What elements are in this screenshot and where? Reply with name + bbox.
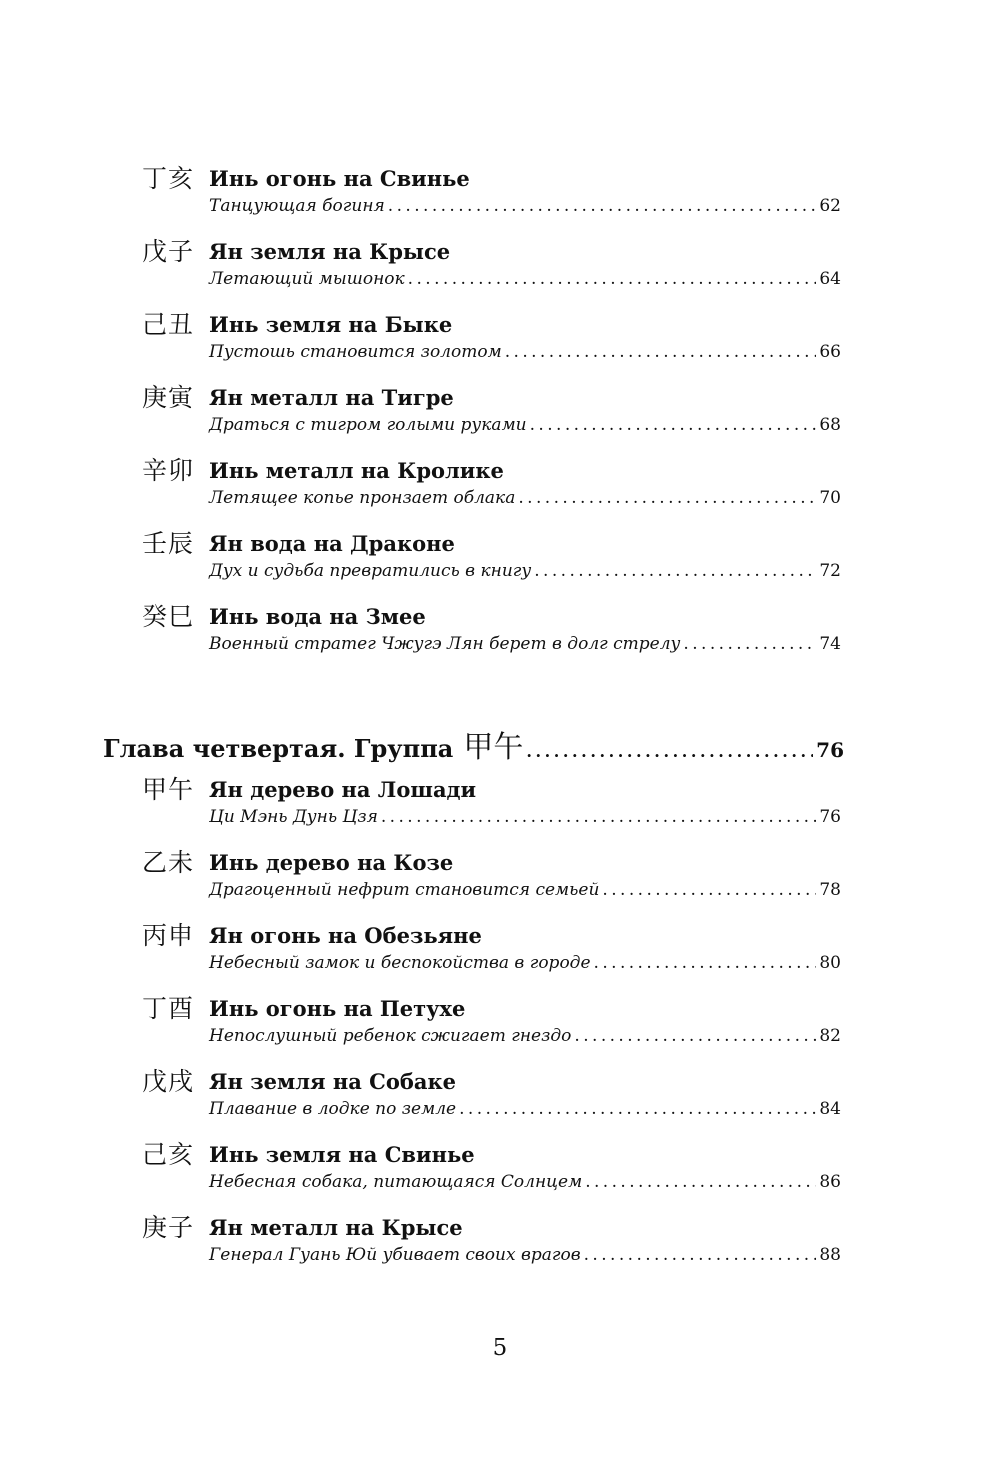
dot-leader (594, 949, 817, 977)
chapter-heading[interactable] (103, 722, 844, 765)
entry-subtitle: Летящее копье пронзает облака (209, 488, 516, 508)
entry-page-number: 88 (819, 1245, 841, 1265)
toc-entry[interactable] (0, 992, 1000, 1065)
entry-title: Инь вода на Змее (209, 604, 426, 629)
entry-subtitle-line (209, 803, 841, 831)
entry-subtitle-line (209, 192, 841, 220)
toc-entry[interactable] (0, 600, 1000, 673)
entry-subtitle: Танцующая богиня (209, 196, 385, 216)
entry-subtitle: Дух и судьба превратились в книгу (209, 561, 532, 581)
page-number: 5 (492, 1335, 508, 1361)
entry-subtitle: Плавание в лодке по земле (209, 1099, 457, 1119)
toc-entry[interactable] (0, 308, 1000, 381)
entry-hanzi: 壬辰 (142, 529, 195, 558)
dot-leader (526, 742, 813, 761)
chapter-page-number: 76 (816, 738, 844, 762)
entry-page-number: 64 (819, 269, 841, 289)
toc-entry[interactable] (0, 162, 1000, 235)
dot-leader (584, 1241, 817, 1269)
entry-page-number: 84 (819, 1099, 841, 1119)
entry-subtitle: Пустошь становится золотом (209, 342, 502, 362)
entry-subtitle: Генерал Гуань Юй убивает своих врагов (209, 1245, 581, 1265)
toc-entry[interactable] (0, 1211, 1000, 1284)
entry-hanzi: 己丑 (142, 310, 195, 339)
entry-title: Инь огонь на Петухе (209, 996, 466, 1021)
toc-entry[interactable] (0, 1065, 1000, 1138)
entry-title: Инь земля на Быке (209, 312, 453, 337)
toc-entry[interactable] (0, 235, 1000, 308)
chapter-hanzi: 甲午 (463, 730, 524, 765)
entry-hanzi: 辛卯 (142, 456, 195, 485)
toc-entry[interactable] (0, 454, 1000, 527)
entry-subtitle: Небесный замок и беспокойства в городе (209, 953, 591, 973)
entry-hanzi: 庚子 (142, 1213, 195, 1242)
entry-subtitle-line (209, 949, 841, 977)
entry-title: Инь земля на Свинье (209, 1142, 475, 1167)
dot-leader (505, 338, 817, 366)
entry-title: Ян земля на Крысе (209, 239, 451, 264)
entry-hanzi: 丙申 (142, 921, 195, 950)
dot-leader (574, 1022, 816, 1050)
entry-subtitle: Ци Мэнь Дунь Цзя (209, 807, 378, 827)
toc-entry[interactable] (0, 919, 1000, 992)
dot-leader (459, 1095, 816, 1123)
toc-entry[interactable] (0, 773, 1000, 846)
entry-subtitle: Драгоценный нефрит становится семьей (209, 880, 600, 900)
entry-title: Ян металл на Тигре (209, 385, 454, 410)
dot-leader (534, 557, 816, 585)
entry-subtitle: Небесная собака, питающаяся Солнцем (209, 1172, 583, 1192)
entry-title: Ян огонь на Обезьяне (209, 923, 482, 948)
entry-subtitle: Непослушный ребенок сжигает гнездо (209, 1026, 572, 1046)
dot-leader (518, 484, 816, 512)
entry-hanzi: 庚寅 (142, 383, 195, 412)
entry-page-number: 80 (819, 953, 841, 973)
toc-entry[interactable] (0, 381, 1000, 454)
entry-title: Инь дерево на Козе (209, 850, 454, 875)
entry-subtitle-line (209, 1022, 841, 1050)
entry-subtitle-line (209, 630, 841, 658)
entry-hanzi: 乙未 (142, 848, 195, 877)
entry-hanzi: 戊子 (142, 237, 195, 266)
entry-title: Инь огонь на Свинье (209, 166, 470, 191)
toc-section-bottom (0, 773, 1000, 1284)
entry-title: Ян металл на Крысе (209, 1215, 463, 1240)
entry-page-number: 82 (819, 1026, 841, 1046)
entry-page-number: 76 (819, 807, 841, 827)
entry-subtitle: Драться с тигром голыми руками (209, 415, 527, 435)
entry-page-number: 66 (819, 342, 841, 362)
entry-subtitle-line (209, 411, 841, 439)
entry-title: Ян земля на Собаке (209, 1069, 456, 1094)
dot-leader (585, 1168, 816, 1196)
dot-leader (683, 630, 816, 658)
entry-hanzi: 戊戌 (142, 1067, 195, 1096)
dot-leader (381, 803, 817, 831)
toc-entry[interactable] (0, 527, 1000, 600)
entry-subtitle-line (209, 1095, 841, 1123)
entry-subtitle-line (209, 338, 841, 366)
entry-subtitle-line (209, 1241, 841, 1269)
entry-hanzi: 己亥 (142, 1140, 195, 1169)
entry-subtitle-line (209, 557, 841, 585)
entry-hanzi: 癸巳 (142, 602, 195, 631)
entry-page-number: 68 (819, 415, 841, 435)
entry-hanzi: 丁亥 (142, 164, 195, 193)
entry-subtitle: Военный стратег Чжугэ Лян берет в долг стрелу (209, 634, 681, 654)
entry-subtitle: Летающий мышонок (209, 269, 405, 289)
entry-page-number: 86 (819, 1172, 841, 1192)
entry-page-number: 70 (819, 488, 841, 508)
chapter-title: Глава четвертая. Группа (103, 734, 454, 763)
toc-entry[interactable] (0, 846, 1000, 919)
dot-leader (408, 265, 817, 293)
entry-page-number: 62 (819, 196, 841, 216)
entry-title: Инь металл на Кролике (209, 458, 504, 483)
entry-page-number: 72 (819, 561, 841, 581)
entry-hanzi: 丁酉 (142, 994, 195, 1023)
dot-leader (388, 192, 817, 220)
entry-title: Ян вода на Драконе (209, 531, 455, 556)
entry-subtitle-line (209, 484, 841, 512)
entry-subtitle-line (209, 1168, 841, 1196)
dot-leader (602, 876, 816, 904)
toc-section-top (0, 162, 1000, 673)
entry-hanzi: 甲午 (142, 775, 195, 804)
entry-subtitle-line (209, 265, 841, 293)
entry-title: Ян дерево на Лошади (209, 777, 477, 802)
entry-page-number: 74 (819, 634, 841, 654)
entry-page-number: 78 (819, 880, 841, 900)
toc-entry[interactable] (0, 1138, 1000, 1211)
entry-subtitle-line (209, 876, 841, 904)
dot-leader (530, 411, 817, 439)
